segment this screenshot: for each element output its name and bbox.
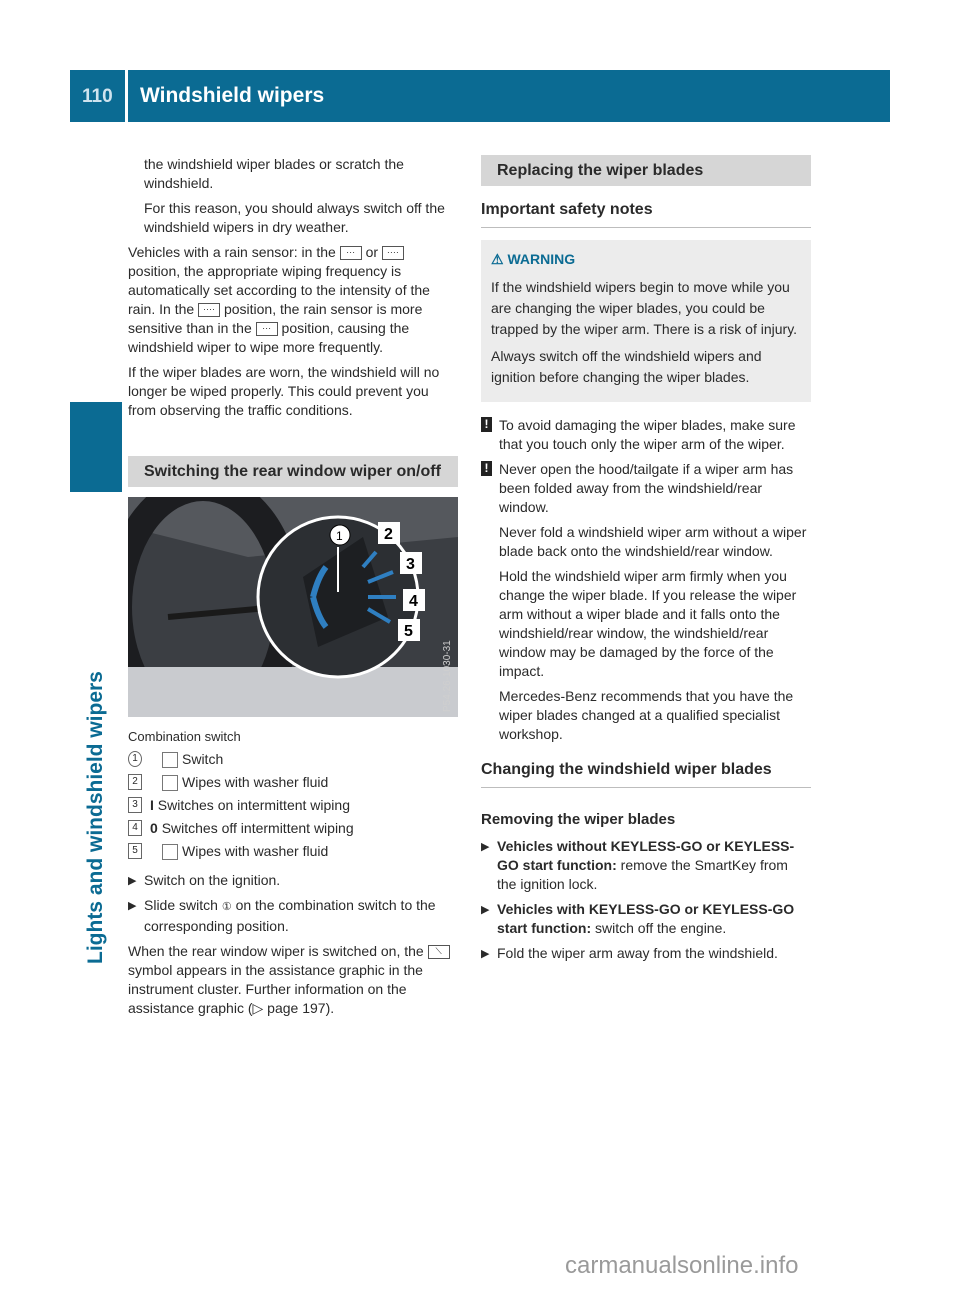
legend-item: 4 0 Switches off intermittent wiping (128, 819, 458, 838)
side-tab-marker (70, 402, 122, 492)
washer-icon (162, 844, 178, 860)
combination-switch-illustration (128, 497, 458, 717)
side-tab (70, 122, 122, 1022)
step-1: ▶ Switch on the ignition. (128, 872, 281, 888)
legend-item: 2 Wipes with washer fluid (128, 773, 458, 792)
warning-text-1: If the windshield wipers begin to move while you are changing the wiper blades, you could be trapped by the wiper arm. There is a risk of injury. (491, 279, 798, 337)
footer-watermark: carmanualsonline.info (565, 1252, 799, 1279)
figure-legend (128, 750, 458, 861)
intermittent-1-symbol: ··· (340, 246, 362, 260)
figure-code: P54.26-1030-31 (442, 640, 453, 712)
side-tab-label: Lights and windshield wipers (84, 671, 107, 964)
warning-text-2: Always switch off the windshield wipers and ignition before changing the wiper blades. (491, 348, 762, 385)
legend-item: 1 Switch (128, 750, 458, 769)
note-2-detail: Never fold a windshield wiper arm without a wiper blade back onto the windshield/rear window. (499, 524, 807, 559)
notice-icon: ! (481, 461, 492, 476)
legend-item: 5 Wipes with washer fluid (128, 842, 458, 861)
page-header (70, 70, 890, 122)
worn-blades-text: If the wiper blades are worn, the windshield will no longer be wiped properly. This could prevent you from observing the traffic conditions. (128, 364, 440, 418)
step-2: ▶ Slide switch ① on the combination switch to the corresponding position. (128, 897, 436, 934)
page-number: 110 (82, 86, 113, 107)
warning-title: ⚠ WARNING (491, 251, 576, 267)
intermittent-2-symbol: ···· (198, 303, 220, 317)
heading-safety: Important safety notes (481, 200, 811, 228)
rear-wiper-symbol: ⟍ (428, 945, 450, 959)
warning-triangle-icon: ⚠ (491, 251, 504, 267)
note-1: ! To avoid damaging the wiper blades, make sure that you touch only the wiper arm of the wiper. (481, 416, 811, 454)
intermittent-1-symbol: ··· (256, 322, 278, 336)
notice-icon: ! (481, 417, 492, 432)
legend-item: 3 I Switches on intermittent wiping (128, 796, 458, 815)
intro-text-2: For this reason, you should always switch off the windshield wipers in dry weather. (144, 200, 445, 235)
note-2: ! Never open the hood/tailgate if a wiper arm has been folded away from the windshield/rear window. (481, 460, 811, 517)
figure-caption: Combination switch (128, 729, 241, 744)
heading-removing: Removing the wiper blades (481, 811, 676, 828)
page-title: Windshield wipers (140, 84, 325, 107)
svg-text:5: 5 (404, 623, 413, 640)
heading-changing: Changing the windshield wiper blades (481, 760, 811, 788)
section-replacing: Replacing the wiper blades (481, 155, 811, 186)
svg-text:2: 2 (384, 526, 393, 543)
remove-step-2: ▶ Vehicles with KEYLESS-GO or KEYLESS-GO start function: switch off the engine. (481, 901, 795, 936)
remove-step-3: ▶ Fold the wiper arm away from the windshield. (481, 945, 778, 961)
washer-icon (162, 775, 178, 791)
svg-text:3: 3 (406, 556, 415, 573)
svg-text:4: 4 (409, 593, 418, 610)
svg-text:1: 1 (336, 529, 343, 543)
right-column (481, 155, 811, 969)
intermittent-2-symbol: ···· (382, 246, 404, 260)
after-text: When the rear window wiper is switched on, the ⟍ symbol appears in the assistance graphic in the instrument cluster. Further information on the assistance graphic (▷ page 197). (128, 942, 458, 1018)
intro-text-1: the windshield wiper blades or scratch the windshield. (144, 156, 404, 191)
warning-box (481, 240, 811, 402)
header-divider (125, 70, 128, 122)
section-rear-wiper: Switching the rear window wiper on/off (128, 456, 458, 487)
rear-wiper-icon (162, 752, 178, 768)
note-2-detail: Mercedes-Benz recommends that you have the wiper blades changed at a qualified specialist workshop. (499, 688, 794, 742)
rain-sensor-text: Vehicles with a rain sensor: in the ··· or ···· position, the appropriate wiping frequency is automatically set according to the intensity of the rain. In the ···· position, the rain sensor is more sensitive than in the ··· position, causing the windshield wiper to wipe more frequently. (128, 244, 430, 355)
note-2-detail: Hold the windshield wiper arm firmly when you change the wiper blade. If you release the wiper arm without a wiper blade and it falls onto the windshield/rear window, the windshield/rear window may be damaged by the force of the impact. (499, 568, 797, 679)
combination-switch-figure (128, 497, 458, 717)
left-column (128, 155, 458, 1024)
remove-step-1: ▶ Vehicles without KEYLESS-GO or KEYLESS-GO start function: remove the SmartKey from the ignition lock. (481, 838, 795, 892)
